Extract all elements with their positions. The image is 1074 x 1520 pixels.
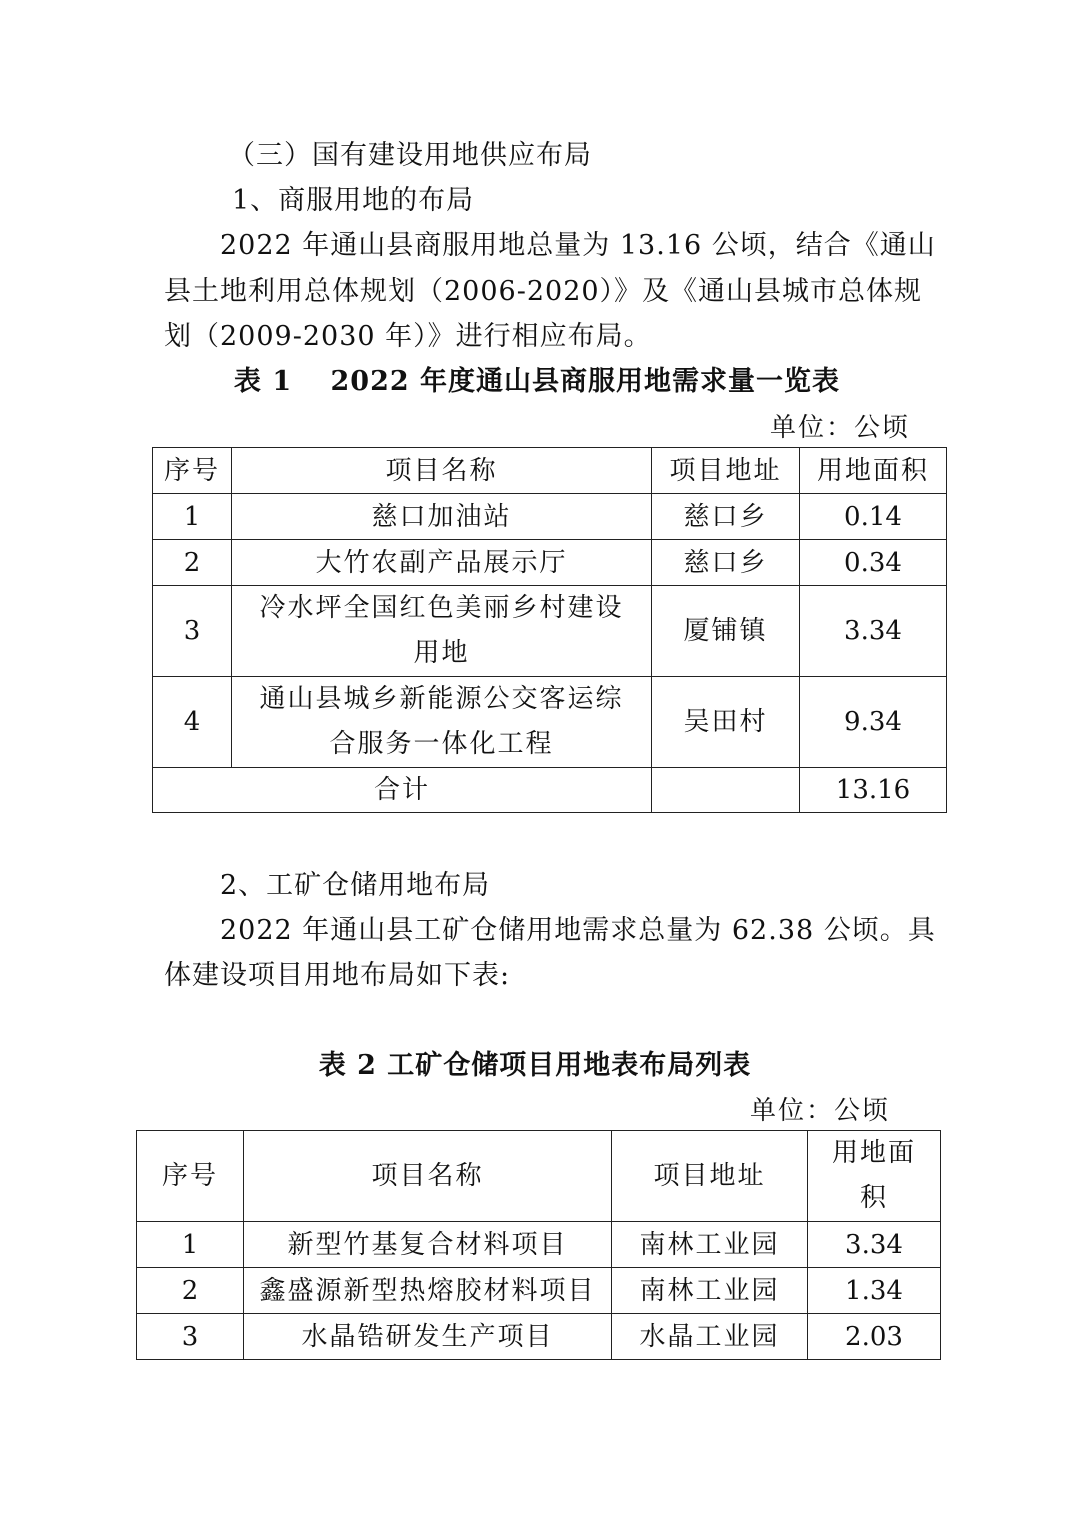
- row-no: 1: [153, 494, 232, 540]
- table-row: [137, 1222, 941, 1268]
- header-cell: 项目地址: [652, 448, 800, 494]
- total-addr: [652, 768, 800, 813]
- header-cell: 项目地址: [612, 1131, 808, 1222]
- row-name: 水晶锆研发生产项目: [244, 1314, 612, 1360]
- paragraph-line: 县土地利用总体规划（2006-2020）》及《通山县城市总体规: [164, 276, 923, 307]
- table-row: [153, 677, 947, 768]
- row-addr: 厦铺镇: [652, 586, 800, 677]
- header-cell: 用地面积: [808, 1131, 941, 1222]
- table-row: [153, 540, 947, 586]
- header-cell: 序号: [153, 448, 232, 494]
- row-area: 0.34: [800, 540, 947, 586]
- table-header-row: [137, 1131, 941, 1222]
- row-area: 1.34: [808, 1268, 941, 1314]
- subheading-commercial: 1、商服用地的布局: [232, 185, 475, 216]
- table-row: [137, 1314, 941, 1360]
- paragraph-line: 划（2009-2030 年）》进行相应布局。: [164, 321, 652, 352]
- row-no: 4: [153, 677, 232, 768]
- table-row: [153, 586, 947, 677]
- row-name: 鑫盛源新型热熔胶材料项目: [244, 1268, 612, 1314]
- table2-title: 表 2 工矿仓储项目用地表布局列表: [318, 1050, 752, 1081]
- section-heading: （三）国有建设用地供应布局: [228, 140, 592, 171]
- row-name: 通山县城乡新能源公交客运综合服务一体化工程: [232, 677, 652, 768]
- row-addr: 南林工业园: [612, 1268, 808, 1314]
- header-cell: 序号: [137, 1131, 244, 1222]
- row-addr: 水晶工业园: [612, 1314, 808, 1360]
- row-no: 3: [137, 1314, 244, 1360]
- row-area: 3.34: [800, 586, 947, 677]
- row-area: 3.34: [808, 1222, 941, 1268]
- row-area: 2.03: [808, 1314, 941, 1360]
- row-no: 3: [153, 586, 232, 677]
- subheading-industrial: 2、工矿仓储用地布局: [220, 870, 491, 901]
- row-addr: 南林工业园: [612, 1222, 808, 1268]
- row-addr: 吴田村: [652, 677, 800, 768]
- table-header-row: [153, 448, 947, 494]
- row-name: 慈口加油站: [232, 494, 652, 540]
- row-name: 大竹农副产品展示厅: [232, 540, 652, 586]
- table-total-row: [153, 768, 947, 813]
- total-value: 13.16: [800, 768, 947, 813]
- paragraph-line: 体建设项目用地布局如下表:: [164, 960, 511, 991]
- row-no: 1: [137, 1222, 244, 1268]
- header-cell: 项目名称: [244, 1131, 612, 1222]
- header-cell: 项目名称: [232, 448, 652, 494]
- row-area: 9.34: [800, 677, 947, 768]
- row-name: 冷水坪全国红色美丽乡村建设用地: [232, 586, 652, 677]
- header-cell: 用地面积: [800, 448, 947, 494]
- table1-unit: 单位：公顷: [770, 413, 911, 443]
- table1: [152, 447, 947, 813]
- paragraph-line: 2022 年通山县商服用地总量为 13.16 公顷，结合《通山: [220, 230, 936, 261]
- paragraph-line: 2022 年通山县工矿仓储用地需求总量为 62.38 公顷。具: [220, 915, 936, 946]
- table2-unit: 单位：公顷: [750, 1096, 891, 1126]
- row-addr: 慈口乡: [652, 540, 800, 586]
- total-label: 合计: [153, 768, 652, 813]
- table-row: [137, 1268, 941, 1314]
- table-row: [153, 494, 947, 540]
- row-name: 新型竹基复合材料项目: [244, 1222, 612, 1268]
- row-no: 2: [137, 1268, 244, 1314]
- row-addr: 慈口乡: [652, 494, 800, 540]
- table2: [136, 1130, 941, 1360]
- row-no: 2: [153, 540, 232, 586]
- table1-title: 表 1 2022 年度通山县商服用地需求量一览表: [233, 366, 841, 397]
- row-area: 0.14: [800, 494, 947, 540]
